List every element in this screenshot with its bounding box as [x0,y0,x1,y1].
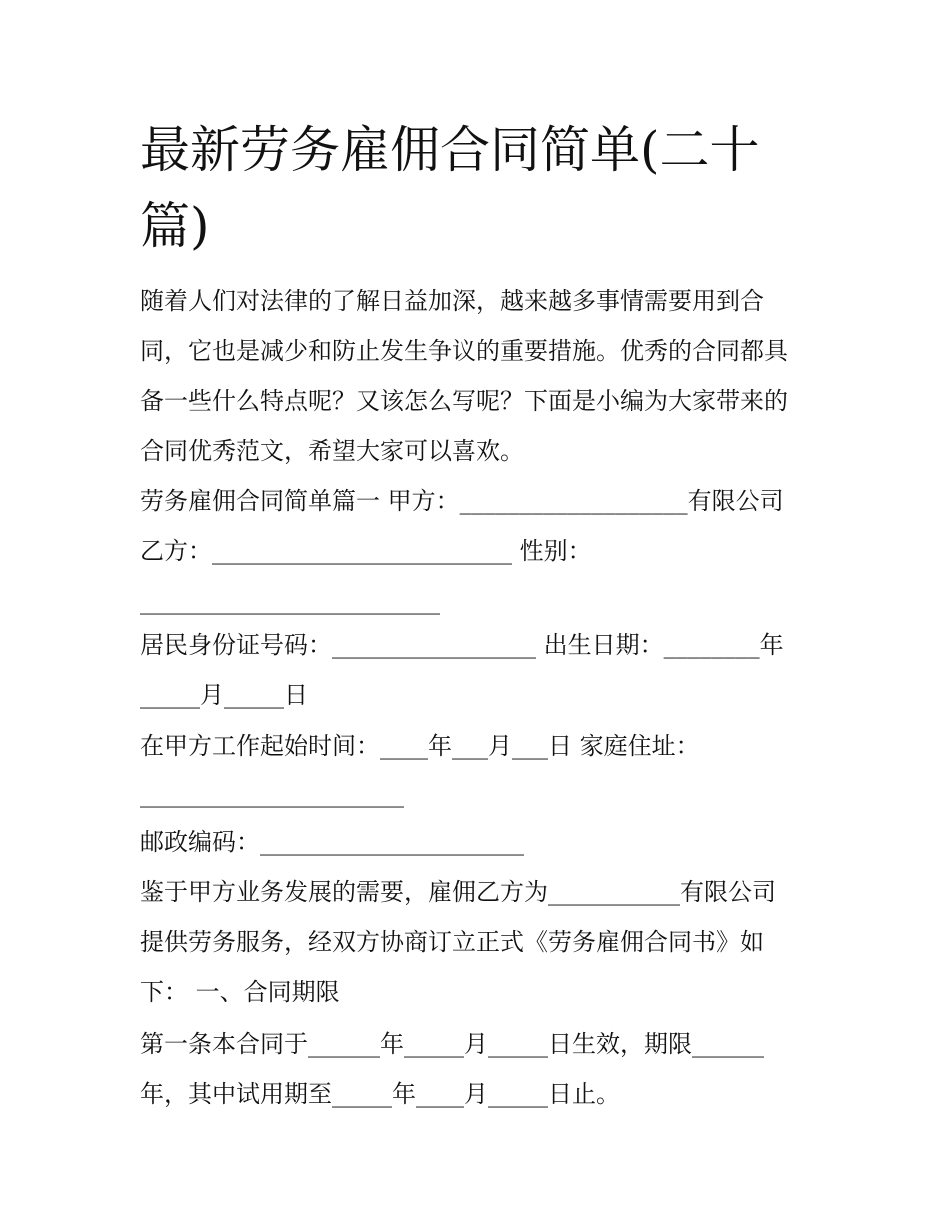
paragraph-line: 鉴于甲方业务发展的需要，雇佣乙方为___________有限公司 [140,878,776,906]
title-line-1: 最新劳务雇佣合同简单(二十 [140,121,760,179]
title-line-2: 篇) [140,197,210,255]
paragraph-line: 备一些什么特点呢？又该怎么写呢？下面是小编为大家带来的 [140,387,788,415]
paragraph-line: 合同优秀范文，希望大家可以喜欢。 [140,437,524,465]
paragraph-line: _____月_____日 [140,681,308,709]
paragraph-line: 邮政编码：______________________ [140,828,524,856]
paragraph-line: 随着人们对法律的了解日益加深，越来越多事情需要用到合 [140,287,764,315]
paragraph-line: 年，其中试用期至_____年____月_____日止。 [140,1080,620,1108]
paragraph-line: _________________________ [140,587,440,615]
paragraph-line: 在甲方工作起始时间：____年___月___日 家庭住址： [140,732,700,760]
paragraph-line: 下： 一、合同期限 [140,978,340,1006]
paragraph-line: 提供劳务服务，经双方协商订立正式《劳务雇佣合同书》如 [140,928,764,956]
document-title [140,112,820,264]
paragraph-line: 居民身份证号码：_________________ 出生日期：________年 [140,631,784,659]
paragraph-line: 劳务雇佣合同简单篇一 甲方：___________________有限公司 [140,487,784,515]
paragraph-line: 乙方：_________________________ 性别： [140,537,592,565]
paragraph-line: 同，它也是减少和防止发生争议的重要措施。优秀的合同都具 [140,337,788,365]
paragraph-line: 第一条本合同于______年_____月_____日生效，期限______ [140,1030,764,1058]
paragraph-line: ______________________ [140,780,404,808]
